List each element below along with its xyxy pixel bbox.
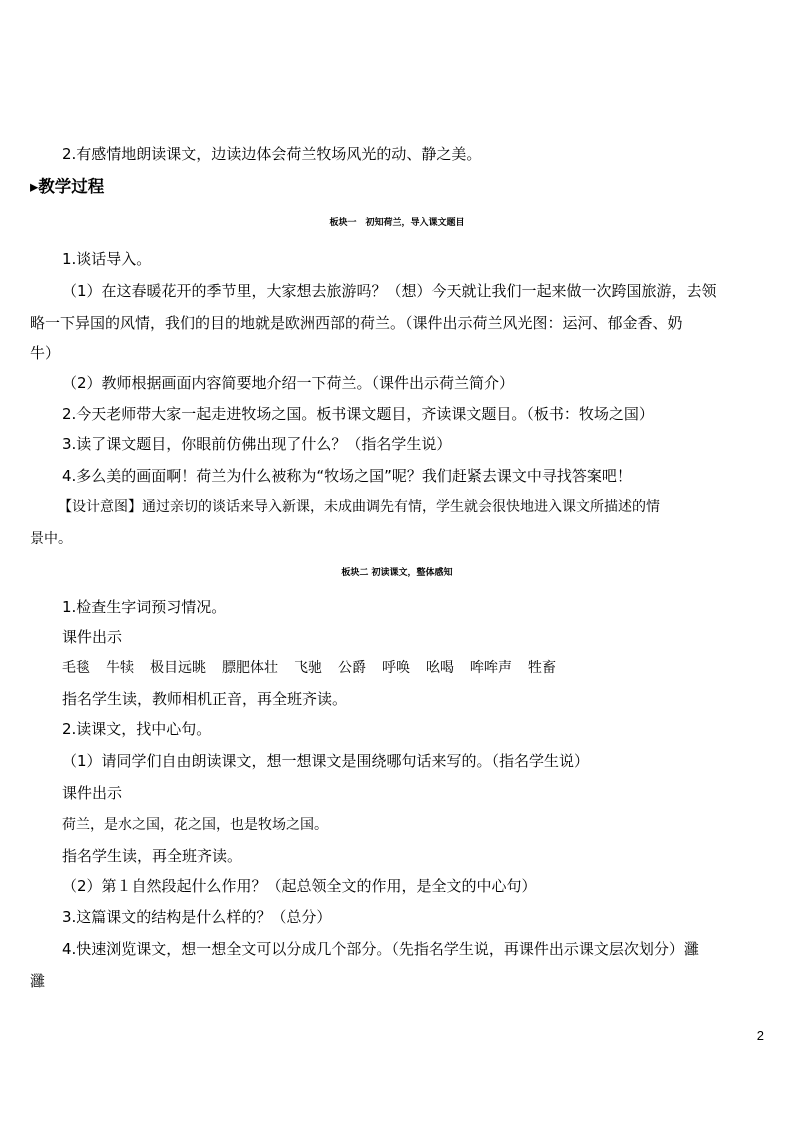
- section1-item-4: 4.多么美的画面啊！荷兰为什么被称为“牧场之国”呢？我们赶紧去课文中寻找答案吧！: [62, 467, 632, 485]
- section1-item-3: 3.读了课文题目，你眼前仿佛出现了什么？（指名学生说）: [62, 435, 452, 453]
- center-sentence: 荷兰，是水之国，花之国，也是牧场之国。: [62, 817, 328, 833]
- page-number: 2: [756, 1028, 764, 1043]
- vocab-word: 牛犊: [106, 660, 134, 676]
- section2-item-1-note: 指名学生读，教师相机正音，再全班齐读。: [62, 690, 348, 708]
- section2-item-3: 3.这篇课文的结构是什么样的？（总分）: [62, 908, 332, 926]
- vocab-word: 公爵: [338, 660, 366, 676]
- section1-item-1b: （2）教师根据画面内容简要地介绍一下荷兰。（课件出示荷兰简介）: [62, 374, 515, 392]
- section1-item-1a-line3: 牛）: [30, 344, 61, 362]
- courseware-label-1: 课件出示: [62, 628, 123, 646]
- goal-item-2: 2.有感情地朗读课文，边读边体会荷兰牧场风光的动、静之美。: [62, 145, 482, 163]
- section1-title: 板块一 初知荷兰，导入课文题目: [329, 218, 465, 228]
- vocab-word: 毛毯: [62, 660, 90, 676]
- section2-item-4-line2: 灉: [30, 972, 46, 990]
- vocab-word: 吆喝: [426, 660, 454, 676]
- courseware-label-2: 课件出示: [62, 784, 123, 802]
- vocab-word: 极目远眺: [150, 660, 206, 676]
- design-intent-line1: 【设计意图】通过亲切的谈话来导入新课，未成曲调先有情，学生就会很快地进入课文所描述的情: [58, 499, 660, 515]
- design-intent-line2: 景中。: [30, 531, 72, 547]
- section2-title: 板块二 初读课文，整体感知: [341, 568, 453, 578]
- section1-item-1: 1.谈话导入。: [62, 250, 152, 268]
- vocab-word: 膘肥体壮: [222, 660, 278, 676]
- section1-item-1a-line1: （1）在这春暖花开的季节里，大家想去旅游吗？（想）今天就让我们一起来做一次跨国旅游，去领: [62, 282, 717, 300]
- vocab-word: 哞哞声: [470, 660, 512, 676]
- vocab-word: 飞驰: [294, 660, 322, 676]
- section2-item-4-line1: 4.快速浏览课文，想一想全文可以分成几个部分。（先指名学生说，再课件出示课文层次划分）灉: [62, 940, 699, 958]
- vocab-word: 呼唤: [382, 660, 410, 676]
- teaching-process-heading: ▸教学过程: [30, 177, 105, 196]
- vocabulary-list: [62, 657, 764, 679]
- vocab-word: 牲畜: [528, 660, 556, 676]
- section2-item-2: 2.读课文，找中心句。: [62, 720, 212, 738]
- section1-item-1a-line2: 略一下异国的风情，我们的目的地就是欧洲西部的荷兰。（课件出示荷兰风光图：运河、郁金香、奶: [30, 314, 683, 332]
- section2-item-2b: （2）第１自然段起什么作用？（起总领全文的作用，是全文的中心句）: [62, 877, 537, 895]
- section2-item-1: 1.检查生字词预习情况。: [62, 598, 227, 616]
- section2-item-2-note: 指名学生读，再全班齐读。: [62, 847, 243, 865]
- section1-item-2: 2.今天老师带大家一起走进牧场之国。板书课文题目，齐读课文题目。（板书：牧场之国）: [62, 405, 654, 423]
- section2-item-2a: （1）请同学们自由朗读课文，想一想课文是围绕哪句话来写的。（指名学生说）: [62, 752, 590, 770]
